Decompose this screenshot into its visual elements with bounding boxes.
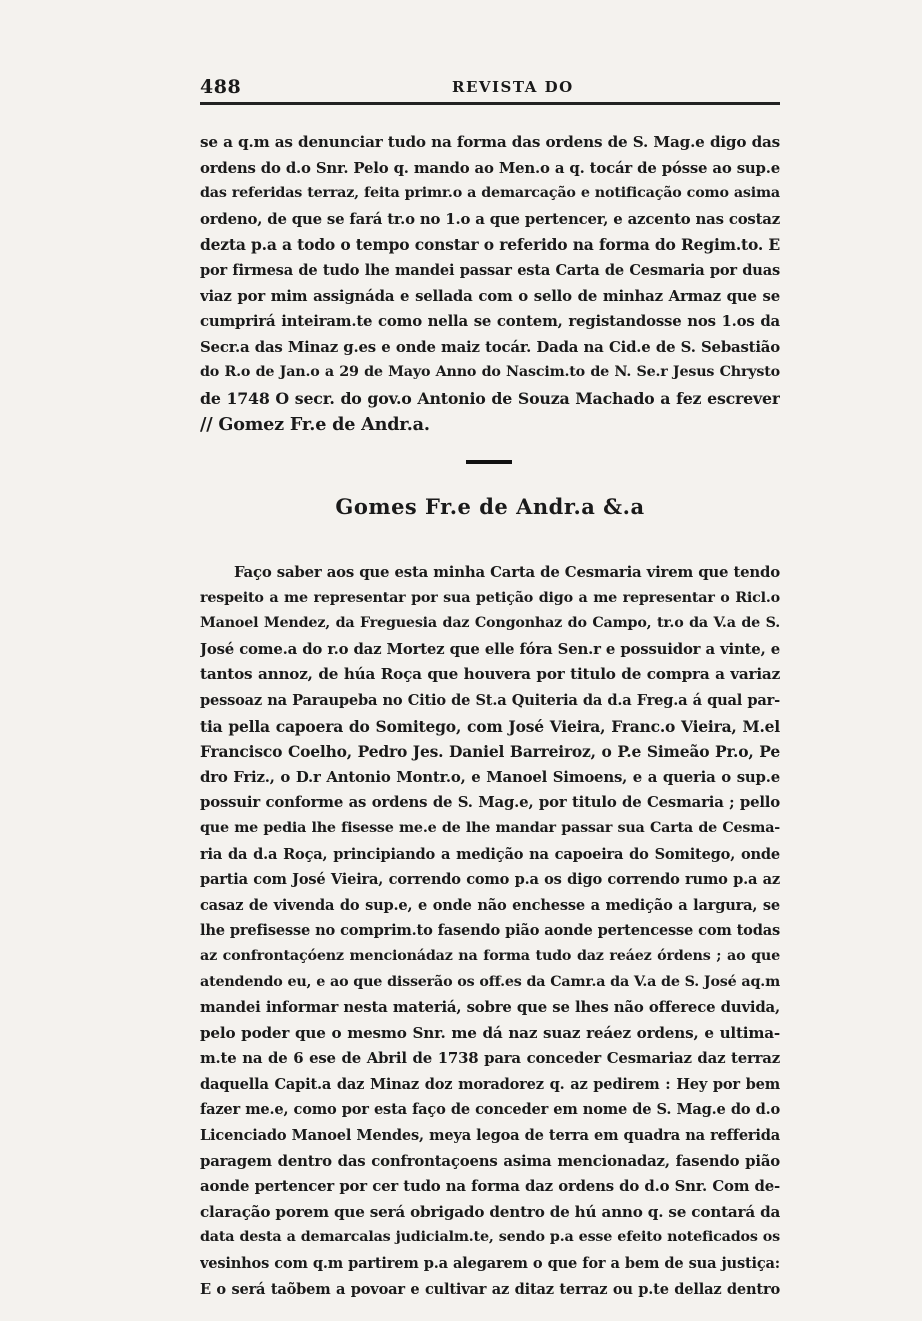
text-line: das referidas terraz, feita primr.o a demarcação e notificação como asima	[200, 185, 780, 202]
text-line: partia com José Vieira, correndo como p.a os digo correndo rumo p.a az	[200, 871, 780, 889]
text-line: dro Friz., o D.r Antonio Montr.o, e Manoel Simoens, e a queria o sup.e	[200, 767, 780, 786]
text-line: Manoel Mendez, da Freguesia daz Congonhaz do Campo, tr.o da V.a de S.	[200, 615, 780, 632]
text-line: m.te na de 6 ese de Abril de 1738 para conceder Cesmariaz daz terraz	[200, 1049, 780, 1068]
text-line: de 1748 O secr. do gov.o Antonio de Souza Machado a fez escrever	[200, 388, 780, 408]
section-title: Gomes Fr.e de Andr.a &.a	[335, 494, 645, 519]
text-line: tantos annoz, de húa Roça que houvera por titulo de compra a variaz	[200, 665, 780, 684]
text-line: paragem dentro das confrontaçoens asima mencionadaz, fasendo pião	[200, 1151, 780, 1170]
text-line: possuir conforme as ordens de S. Mag.e, por titulo de Cesmaria ; pello	[200, 793, 780, 812]
text-line: E o será taõbem a povoar e cultivar az ditaz terraz ou p.te dellaz dentro	[200, 1280, 780, 1298]
text-line: Licenciado Manoel Mendes, meya legoa de terra em quadra na refferida	[200, 1127, 780, 1145]
text-line: aonde pertencer por cer tudo na forma daz ordens do d.o Snr. Com de-	[200, 1177, 780, 1196]
text-line: tia pella capoera do Somitego, com José Vieira, Franc.o Vieira, M.el	[200, 716, 780, 736]
running-head: REVISTA DO	[452, 78, 574, 96]
text-line: az confrontaçóenz mencionádaz na forma tudo daz reáez órdens ; ao que	[200, 947, 780, 964]
text-line: ordens do d.o Snr. Pelo q. mando ao Men.o a q. tocár de pósse ao sup.e	[200, 158, 780, 177]
section-divider	[466, 460, 512, 464]
text-line: viaz por mim assignáda e sellada com o sello de minhaz Armaz que se	[200, 286, 780, 305]
text-line: atendendo eu, e ao que disserão os off.es da Camr.a da V.a de S. José aq.m	[200, 973, 780, 990]
text-line: respeito a me representar por sua petição digo a me representar o Ricl.o	[200, 589, 780, 606]
text-line: que me pedia lhe fisesse me.e de lhe mandar passar sua Carta de Cesma-	[200, 819, 780, 836]
text-line: cumprirá inteiram.te como nella se contem, registandosse nos 1.os da	[200, 312, 780, 331]
text-line: daquella Capit.a daz Minaz doz moradorez q. az pedirem : Hey por bem	[200, 1075, 780, 1093]
text-line: Secr.a das Minaz g.es e onde maiz tocár. Dada na Cid.e de S. Sebastião	[200, 337, 780, 356]
text-line: pelo poder que o mesmo Snr. me dá naz suaz reáez ordens, e ultima-	[200, 1023, 780, 1042]
text-line: claração porem que será obrigado dentro de hú anno q. se contará da	[200, 1202, 780, 1221]
header-rule	[200, 102, 780, 105]
text-line: // Gomez Fr.e de Andr.a.	[200, 413, 430, 435]
page-header	[200, 72, 780, 100]
text-line: lhe prefisesse no comprim.to fasendo pião aonde pertencesse com todas	[200, 922, 780, 940]
text-line: do R.o de Jan.o a 29 de Mayo Anno do Nascim.to de N. Se.r Jesus Chrysto	[200, 364, 780, 381]
text-line: ria da d.a Roça, principiando a medição na capoeira do Somitego, onde	[200, 845, 780, 863]
text-line: ordeno, de que se fará tr.o no 1.o a que pertencer, e azcento nas costaz	[200, 209, 780, 228]
page-number: 488	[200, 76, 242, 98]
text-line: mandei informar nesta materiá, sobre que se lhes não offerece duvida,	[200, 998, 780, 1017]
text-line: vesinhos com q.m partirem p.a alegarem o que for a bem de sua justiça:	[200, 1255, 780, 1273]
text-line: Faço saber aos que esta minha Carta de Cesmaria virem que tendo	[234, 563, 780, 581]
text-line: pessoaz na Paraupeba no Citio de St.a Quiteria da d.a Freg.a á qual par-	[200, 691, 780, 709]
text-line: dezta p.a a todo o tempo constar o referido na forma do Regim.to. E	[200, 235, 780, 255]
paragraph-main	[200, 560, 780, 1302]
paragraph-continuation	[200, 130, 780, 437]
text-line: se a q.m as denunciar tudo na forma das ordens de S. Mag.e digo das	[200, 133, 780, 151]
text-line: por firmesa de tudo lhe mandei passar esta Carta de Cesmaria por duas	[200, 261, 780, 279]
text-line: José come.a do r.o daz Mortez que elle fóra Sen.r e possuidor a vinte, e	[200, 639, 780, 658]
text-line: data desta a demarcalas judicialm.te, sendo p.a esse efeito noteficados os	[200, 1229, 780, 1246]
text-line: Francisco Coelho, Pedro Jes. Daniel Barreiroz, o P.e Simeão Pr.o, Pe	[200, 742, 780, 762]
text-line: casaz de vivenda do sup.e, e onde não enchesse a medição a largura, se	[200, 896, 780, 914]
text-line: fazer me.e, como por esta faço de conceder em nome de S. Mag.e do d.o	[200, 1101, 780, 1119]
